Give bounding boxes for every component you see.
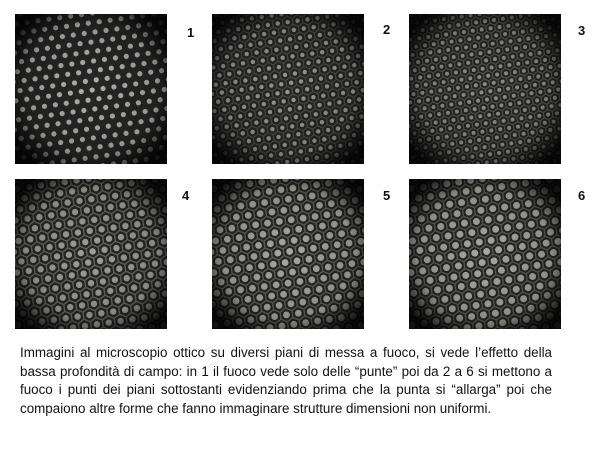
micrograph-2 <box>212 14 364 164</box>
micrograph-3 <box>409 14 561 164</box>
panel-number-4: 4 <box>182 188 190 203</box>
panel-number-2: 2 <box>383 22 391 37</box>
figure-caption: Immagini al microscopio ottico su diversi piani di messa a fuoco, si vede l’effetto della bassa profondità di campo: in 1 il fuoco vede solo delle “punte” poi da 2 a 6 si mettono a fuoco i punti dei piani sottostanti evidenziando prima che la punta si “allarga” poi che compaiono altre forme che fanno immaginare strutture dimensioni non uniformi. <box>20 345 552 416</box>
micrograph-4 <box>15 179 167 329</box>
panel-number-5: 5 <box>383 188 391 203</box>
micrograph-6 <box>409 179 561 329</box>
micrograph-5 <box>212 179 364 329</box>
micrograph-1 <box>15 14 167 164</box>
panel-number-1: 1 <box>187 25 195 40</box>
panel-number-6: 6 <box>578 188 586 203</box>
panel-number-3: 3 <box>578 23 586 38</box>
